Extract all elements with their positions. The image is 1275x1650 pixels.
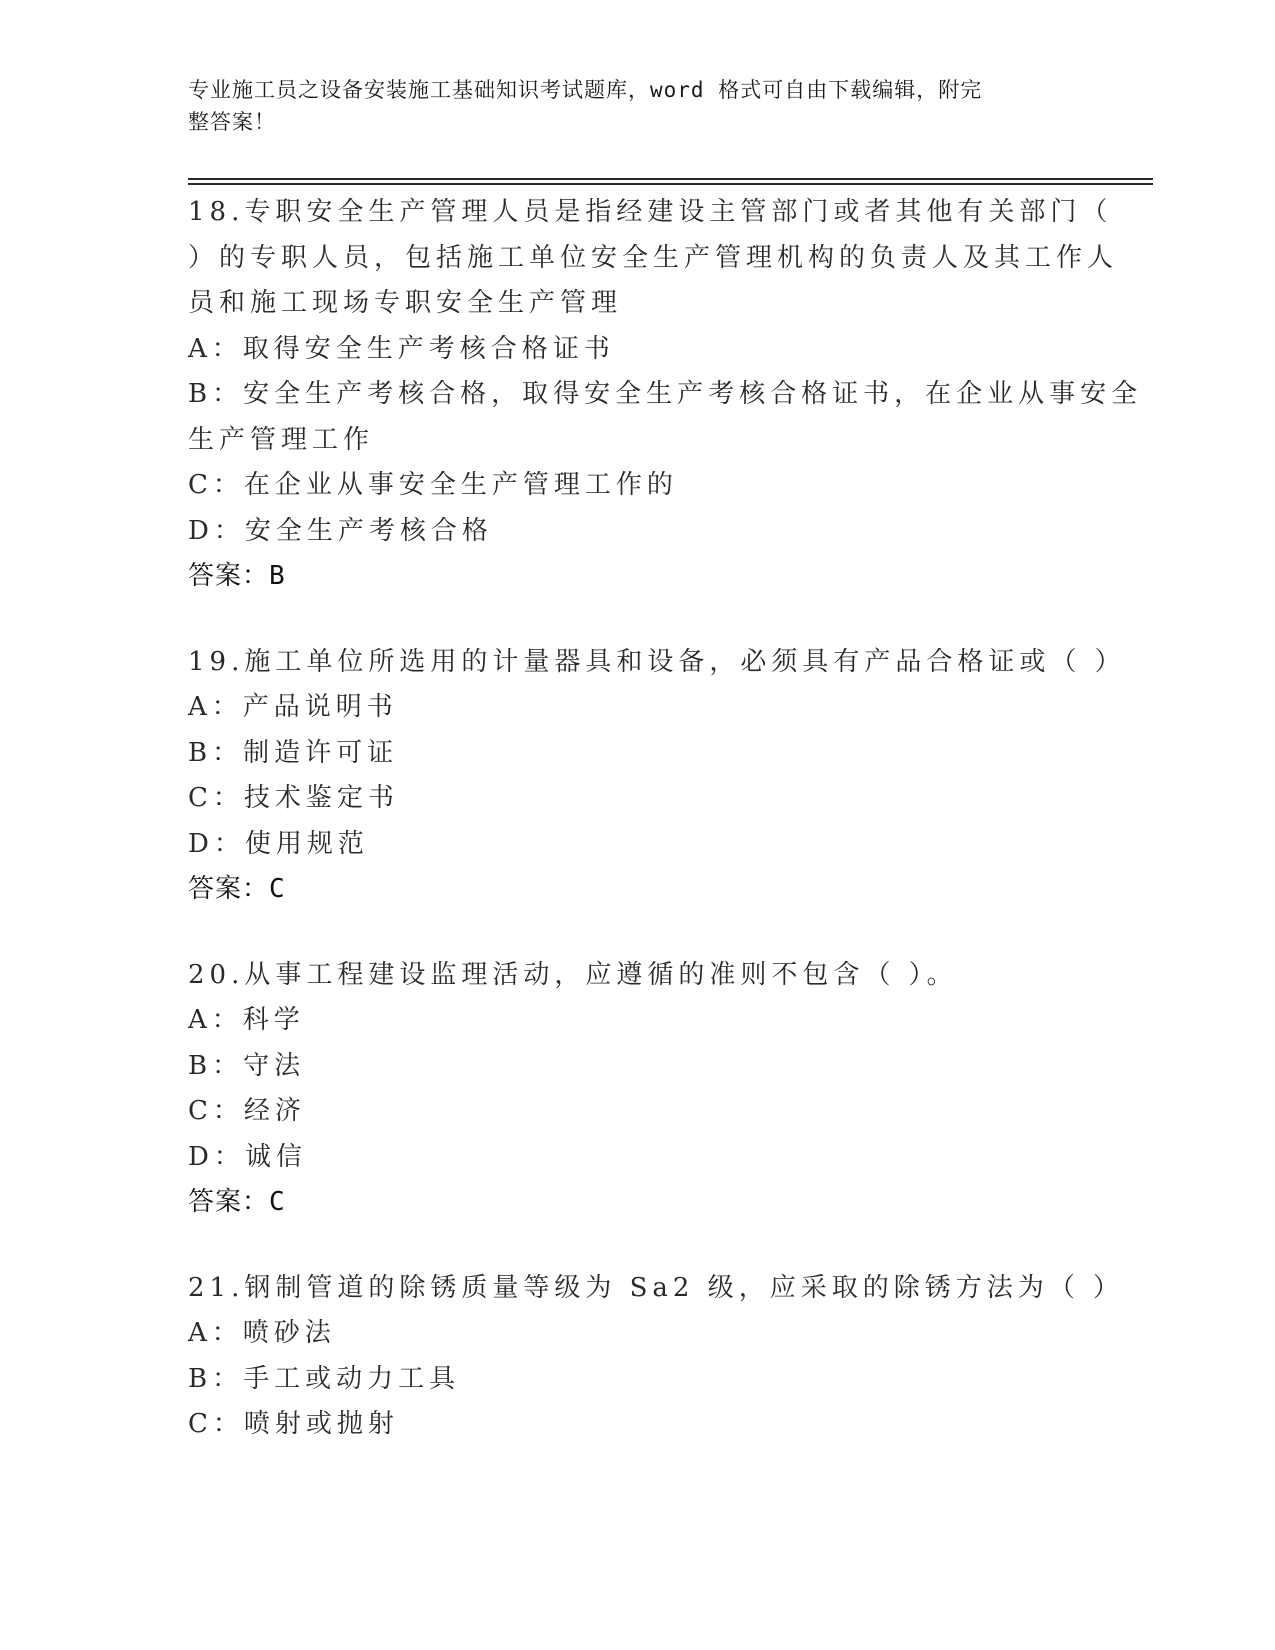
answer-option [188, 998, 1088, 1044]
answer-option-line: A：喷砂法 [188, 1318, 336, 1348]
answer-option [188, 372, 1143, 463]
question-stem-line: 20.从事工程建设监理活动，应遵循的准则不包含（ ）。 [188, 959, 958, 990]
answer-key: 答案：C [188, 874, 286, 904]
answer-key: 答案：C [188, 1187, 286, 1217]
answer-option-line: C：喷射或抛射 [188, 1409, 399, 1439]
answer-option-line: A：科学 [188, 1005, 305, 1035]
answer-option [188, 822, 1088, 868]
answer-option-line: 生产管理工作 [188, 424, 375, 455]
answer-key: 答案：B [188, 561, 286, 591]
answer-option [188, 685, 1088, 731]
question-stem [188, 640, 1126, 686]
answer-option-line: B：手工或动力工具 [188, 1363, 461, 1394]
question-stem [188, 1266, 1124, 1312]
question-stem [188, 953, 1088, 999]
question-stem-line: 员和施工现场专职安全生产管理 [188, 288, 623, 318]
question-stem-line: 18.专职安全生产管理人员是指经建设主管部门或者其他有关部门（ [188, 197, 1113, 227]
answer-option-line: C：技术鉴定书 [188, 783, 399, 813]
question-stem-line: 19.施工单位所选用的计量器具和设备，必须具有产品合格证或（ ） [188, 646, 1126, 677]
document-header [188, 74, 1068, 138]
answer-option-line: B：制造许可证 [188, 737, 399, 768]
answer-option [188, 1044, 1088, 1090]
answer-option [188, 509, 1088, 555]
answer-option [188, 463, 1088, 509]
header-divider-bottom [188, 183, 1153, 185]
header-divider-top [188, 178, 1153, 180]
answer-option-line: D：安全生产考核合格 [188, 515, 493, 546]
question-block [188, 1266, 1124, 1448]
answer-option [188, 1311, 1088, 1357]
answer-option [188, 1135, 1088, 1181]
answer-option-line: B：守法 [188, 1050, 306, 1081]
answer-option [188, 327, 1088, 373]
answer-option-line: D：诚信 [188, 1141, 307, 1172]
answer-option [188, 731, 1088, 777]
answer-option-line: B：安全生产考核合格，取得安全生产考核合格证书，在企业从事安全 [188, 379, 1143, 409]
answer-option [188, 776, 1088, 822]
question-block [188, 953, 1088, 1226]
answer-option-line: C：经济 [188, 1096, 306, 1126]
header-line-2: 整答案！ [188, 110, 276, 134]
answer-option-line: C：在企业从事安全生产管理工作的 [188, 470, 678, 500]
answer-option-line: D：使用规范 [188, 828, 369, 859]
answer-option-line: A：取得安全生产考核合格证书 [188, 333, 615, 364]
question-stem [188, 190, 1119, 327]
header-line-1: 专业施工员之设备安装施工基础知识考试题库，word 格式可自由下载编辑，附完 [188, 78, 983, 102]
question-block [188, 640, 1126, 913]
answer-option-line: A：产品说明书 [188, 692, 398, 722]
answer-option [188, 1089, 1088, 1135]
question-block [188, 190, 1143, 600]
question-stem-line: 21.钢制管道的除锈质量等级为 Sa2 级，应采取的除锈方法为（ ） [188, 1272, 1124, 1303]
answer-option [188, 1402, 1088, 1448]
answer-option [188, 1357, 1088, 1403]
question-stem-line: ）的专职人员，包括施工单位安全生产管理机构的负责人及其工作人 [188, 242, 1119, 273]
question-list [188, 190, 1143, 1488]
